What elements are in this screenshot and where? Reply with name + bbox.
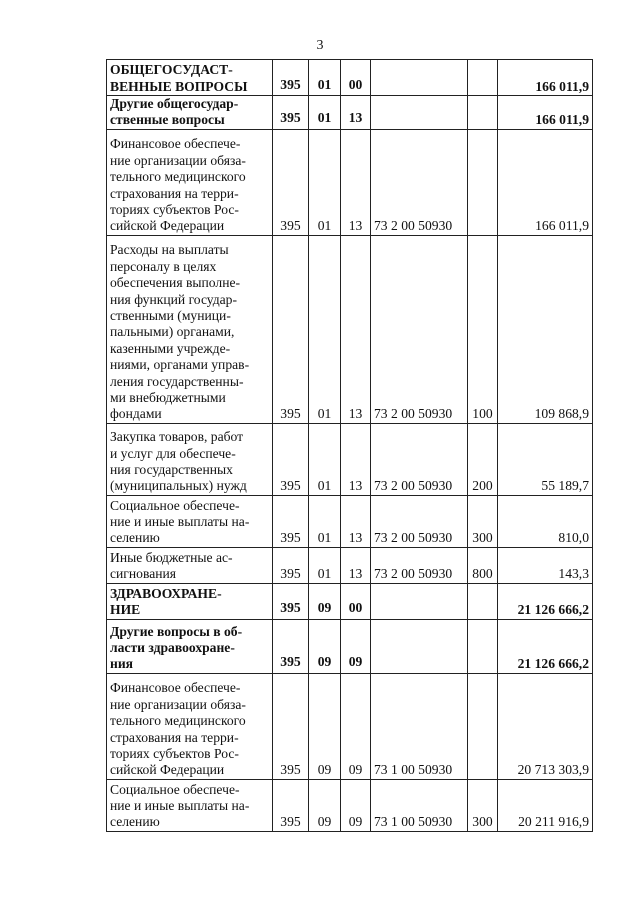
row-expense-type-cell xyxy=(468,129,498,235)
row-name-cell: Иные бюджетные ас- сигнования xyxy=(107,547,273,583)
row-target-article-cell: 73 1 00 50930 xyxy=(371,673,468,779)
row-target-article-cell: 73 1 00 50930 xyxy=(371,779,468,831)
row-grbs-cell: 395 xyxy=(273,423,309,495)
row-sum-cell: 21 126 666,2 xyxy=(498,619,593,673)
row-sum-cell: 55 189,7 xyxy=(498,423,593,495)
row-target-article-cell xyxy=(371,60,468,96)
row-expense-type-cell xyxy=(468,673,498,779)
row-subsection-cell: 13 xyxy=(341,235,371,423)
row-expense-type-cell xyxy=(468,619,498,673)
row-expense-type-cell: 800 xyxy=(468,547,498,583)
row-target-article-cell: 73 2 00 50930 xyxy=(371,547,468,583)
row-expense-type-cell: 300 xyxy=(468,495,498,547)
row-grbs-cell: 395 xyxy=(273,495,309,547)
row-name-cell: Другие вопросы в об- ласти здравоохране- ния xyxy=(107,619,273,673)
table-row xyxy=(107,235,593,423)
row-subsection-cell: 13 xyxy=(341,423,371,495)
row-expense-type-cell: 300 xyxy=(468,779,498,831)
table-row xyxy=(107,495,593,547)
row-sum-cell: 143,3 xyxy=(498,547,593,583)
row-section-cell: 01 xyxy=(309,129,341,235)
row-expense-type-cell xyxy=(468,96,498,130)
row-grbs-cell: 395 xyxy=(273,96,309,130)
row-section-cell: 09 xyxy=(309,619,341,673)
table-row xyxy=(107,779,593,831)
row-section-cell: 01 xyxy=(309,60,341,96)
row-subsection-cell: 13 xyxy=(341,96,371,130)
row-name-cell: Социальное обеспече- ние и иные выплаты на- селению xyxy=(107,779,273,831)
row-sum-cell: 20 713 303,9 xyxy=(498,673,593,779)
row-section-cell: 01 xyxy=(309,235,341,423)
table-row xyxy=(107,547,593,583)
row-grbs-cell: 395 xyxy=(273,129,309,235)
row-subsection-cell: 09 xyxy=(341,673,371,779)
row-grbs-cell: 395 xyxy=(273,779,309,831)
row-target-article-cell: 73 2 00 50930 xyxy=(371,423,468,495)
table-row xyxy=(107,619,593,673)
row-subsection-cell: 00 xyxy=(341,60,371,96)
page-number: 3 xyxy=(316,38,324,53)
row-section-cell: 01 xyxy=(309,495,341,547)
row-sum-cell: 21 126 666,2 xyxy=(498,583,593,619)
row-name-cell: Социальное обеспече- ние и иные выплаты на- селению xyxy=(107,495,273,547)
table-row xyxy=(107,129,593,235)
row-section-cell: 01 xyxy=(309,547,341,583)
row-subsection-cell: 00 xyxy=(341,583,371,619)
table-row xyxy=(107,673,593,779)
row-sum-cell: 166 011,9 xyxy=(498,129,593,235)
row-expense-type-cell: 100 xyxy=(468,235,498,423)
row-target-article-cell: 73 2 00 50930 xyxy=(371,235,468,423)
row-section-cell: 09 xyxy=(309,583,341,619)
row-grbs-cell: 395 xyxy=(273,60,309,96)
row-expense-type-cell: 200 xyxy=(468,423,498,495)
row-grbs-cell: 395 xyxy=(273,619,309,673)
row-target-article-cell xyxy=(371,619,468,673)
row-target-article-cell xyxy=(371,96,468,130)
row-section-cell: 09 xyxy=(309,779,341,831)
row-name-cell: Расходы на выплаты персоналу в целях обеспечения выполне- ния функций государ- ственными (муници- пальными) органами, казенными учрежде- ниями, органами управ- ления государственны- ми внебюджетными фондами xyxy=(107,235,273,423)
row-section-cell: 09 xyxy=(309,673,341,779)
row-subsection-cell: 13 xyxy=(341,129,371,235)
row-target-article-cell xyxy=(371,583,468,619)
row-sum-cell: 810,0 xyxy=(498,495,593,547)
row-subsection-cell: 09 xyxy=(341,779,371,831)
table-row xyxy=(107,96,593,130)
row-grbs-cell: 395 xyxy=(273,673,309,779)
row-name-cell: ОБЩЕГОСУДАСТ- ВЕННЫЕ ВОПРОСЫ xyxy=(107,60,273,96)
row-name-cell: Финансовое обеспече- ние организации обяза- тельного медицинского страхования на терри- ториях субъектов Рос- сийской Федерации xyxy=(107,673,273,779)
row-sum-cell: 166 011,9 xyxy=(498,60,593,96)
row-subsection-cell: 13 xyxy=(341,495,371,547)
row-name-cell: ЗДРАВООХРАНЕ- НИЕ xyxy=(107,583,273,619)
row-name-cell: Финансовое обеспече- ние организации обяза- тельного медицинского страхования на терри- ториях субъектов Рос- сийской Федерации xyxy=(107,129,273,235)
row-expense-type-cell xyxy=(468,60,498,96)
row-grbs-cell: 395 xyxy=(273,547,309,583)
row-sum-cell: 109 868,9 xyxy=(498,235,593,423)
row-name-cell: Закупка товаров, работ и услуг для обеспече- ния государственных (муниципальных) нужд xyxy=(107,423,273,495)
row-name-cell: Другие общегосудар- ственные вопросы xyxy=(107,96,273,130)
row-section-cell: 01 xyxy=(309,423,341,495)
table-row xyxy=(107,423,593,495)
row-grbs-cell: 395 xyxy=(273,235,309,423)
row-expense-type-cell xyxy=(468,583,498,619)
row-section-cell: 01 xyxy=(309,96,341,130)
row-subsection-cell: 13 xyxy=(341,547,371,583)
row-sum-cell: 166 011,9 xyxy=(498,96,593,130)
budget-table xyxy=(106,59,593,832)
row-subsection-cell: 09 xyxy=(341,619,371,673)
row-target-article-cell: 73 2 00 50930 xyxy=(371,129,468,235)
row-target-article-cell: 73 2 00 50930 xyxy=(371,495,468,547)
row-sum-cell: 20 211 916,9 xyxy=(498,779,593,831)
table-row xyxy=(107,60,593,96)
row-grbs-cell: 395 xyxy=(273,583,309,619)
table-row xyxy=(107,583,593,619)
